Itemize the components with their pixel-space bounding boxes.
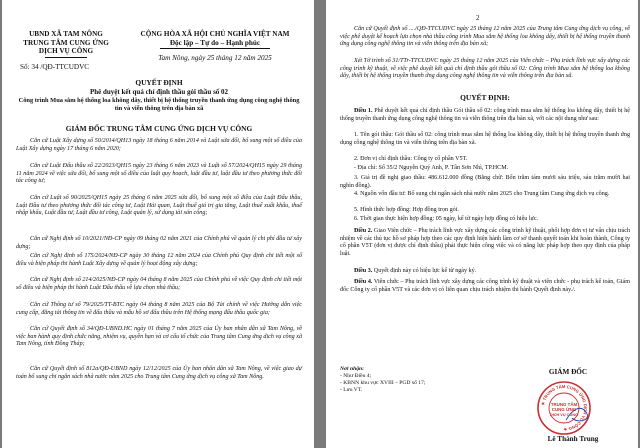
svg-text:DỊCH VỤ CÔNG: DỊCH VỤ CÔNG <box>549 413 579 417</box>
article-2-text: Giao Viên chức – Phụ trách lĩnh vực xây dựng các công trình kỹ thuật, phối hợp đơn vị tư vấn chịu trách nhiệm về các thủ tục hồ sơ pháp hợp theo các quy định hiện hành làm cơ sở thanh quyết toán khi hoàn thành, Công ty cổ phần V5T (đơn vị được chỉ định thầu) phải thực hiện công việc và có năng lực pháp hợp theo quy định của pháp luật. <box>340 228 631 257</box>
issue-date: Tam Nông, ngày 25 tháng 12 năm 2025 <box>158 54 272 62</box>
legal-basis-9: Căn cứ Quyết định số 812a/QĐ-UBND ngày 12/12/2025 của Ủy ban nhân dân xã Tam Nông, về việc giao dự toán bổ sung chi ngân sách nhà nước năm 2025 cho Trung tâm Cung ứng dịch vụ công xã Tam Nông. <box>16 366 302 380</box>
legal-basis-8: Căn cứ Quyết định số 34/QĐ-UBND.HC ngày 01 tháng 7 năm 2025 của Ủy ban nhân dân xã Tam Nông, về việc ban hành quy định chức năng, nhiệm vụ, quyền hạn và cơ cấu tổ chức của Trung tâm Cung ứng dịch vụ công xã Tam Nông, tỉnh Đồng Tháp; <box>16 326 302 347</box>
item-2-contractor: 2. Đơn vị chỉ định thầu: Công ty cổ phần V5T. <box>354 156 468 162</box>
legal-basis-7: Căn cứ Thông tư số 79/2025/TT-BTC ngày 04 tháng 8 năm 2025 của Bộ Tài chính về việc Hướng dẫn việc cung cấp, đăng tải thông tin về đấu thầu và mẫu hồ sơ đấu thầu trên Hệ thống mạng đấu thầu quốc gia; <box>16 302 302 316</box>
national-heading <box>122 30 308 63</box>
item-6-duration: 6. Thời gian thực hiện hợp đồng: 05 ngày, kể từ ngày hợp đồng có hiệu lực. <box>354 216 539 222</box>
signer-name: Lê Thành Trung <box>547 435 599 443</box>
item-5-contract-type: 5. Hình thức hợp đồng: Hợp đồng trọn gói. <box>354 207 459 213</box>
article-3-label: Điều 3. <box>354 268 373 274</box>
decides-heading: QUYẾT ĐỊNH: <box>460 93 510 102</box>
item-4-funding-source: 4. Nguồn vốn đầu tư: Bổ sung chi ngân sách nhà nước năm 2025 cho Trung tâm Cung ứng dịch vụ công. <box>354 191 610 197</box>
item-1-package-name: 1. Tên gói thầu: Gói thầu số 02: công trình mua sắm hệ thống loa không dây, thiết bị hệ thống truyền thanh ứng dụng công nghệ thông tin và viễn thông trên địa bàn xã. <box>340 132 630 146</box>
issuer-heading: GIÁM ĐỐC TRUNG TÂM CUNG ỨNG DỊCH VỤ CÔNG <box>65 124 253 133</box>
recipients-heading: Nơi nhận: <box>340 366 364 372</box>
article-4 <box>340 279 630 294</box>
svg-text:TRUNG TÂM: TRUNG TÂM <box>550 402 578 407</box>
decision-subject-line2: Công trình Mua sắm hệ thống loa không dây, thiết bị hệ thống truyền thanh ứng dụng công nghệ thông tin và viễn thông trên địa bàn xã <box>18 97 300 112</box>
agency-parent: UBND XÃ TAM NÔNG <box>29 30 103 38</box>
article-1-label: Điều 1. <box>354 108 373 114</box>
article-2-label: Điều 2. <box>354 228 373 234</box>
national-motto: Độc lập – Tự do – Hạnh phúc <box>169 38 261 47</box>
recipient-item: - KBNN khu vực XVIII – PGD số 17; <box>340 380 426 386</box>
item-3-contract-value: 3. Giá trị đề nghị giao thầu: 486.612.000 đồng (Bằng chữ: Bốn trăm tám mươi sáu triệu, sáu trăm mười hai nghìn đồng). <box>340 175 630 189</box>
legal-basis-4: Căn cứ Nghị định số 10/2021/NĐ-CP ngày 09 tháng 02 năm 2021 của Chính phủ về quản lý chi phí đầu tư xây dựng; <box>16 236 302 250</box>
legal-basis-5: Căn cứ Nghị định số 175/2024/NĐ-CP ngày 30 tháng 12 năm 2024 của Chính phủ Quy định chi tiết một số điều và biện pháp thi hành Luật Xây dựng về quản lý hoạt động xây dựng; <box>16 253 302 267</box>
article-1 <box>340 108 630 123</box>
legal-basis-10: Căn cứ Quyết định số ..../QĐ-TTCUDVC ngày 25 tháng 12 năm 2025 của Trung tâm Cung ứng dịch vụ công, về việc phê duyệt kế hoạch lựa chọn nhà thầu công trình Mua sắm hệ thống loa không dây, thiết bị hệ thống truyền thanh ứng dụng công nghệ thông tin và viễn thông trên địa bàn xã; <box>340 26 630 48</box>
svg-text:★ TRUNG TÂM CUNG ỨNG DỊCH VỤ C: ★ TRUNG TÂM CUNG ỨNG DỊCH VỤ CÔNG ★ <box>540 383 589 433</box>
svg-text:CUNG ỨNG: CUNG ỨNG <box>551 407 577 412</box>
agency-underline <box>45 57 87 58</box>
decision-heading: QUYẾT ĐỊNH <box>135 78 183 87</box>
nation-name: CỘNG HÒA XÃ HỘI CHỦ NGHĨA VIỆT NAM <box>140 30 290 38</box>
article-1-text: Phê duyệt kết quả chỉ định thầu Gói thầu số 02: công trình mua sắm hệ thống loa không dây, thiết bị hệ thống truyền thanh ứng dụng công nghệ thông tin và viễn thông trên địa bàn xã, với các nội dung như sau: <box>340 108 631 122</box>
legal-basis-6: Căn cứ Nghị định số 214/2025/NĐ-CP ngày 04 tháng 8 năm 2025 của Chính phủ về việc Quy định chi tiết một số điều và biện pháp thi hành Luật Đấu thầu về lựa chọn nhà thầu; <box>16 277 302 291</box>
recipient-item: - Như Điều 4; <box>340 373 372 379</box>
article-4-text: Viên chức – Phụ trách lĩnh vực xây dựng các công trình kỹ thuật và viên chức - phụ trách kế toán, Giám đốc Công ty cổ phần V5T và các đơn vị có liên quan chịu trách nhiệm thi hành Quyết định này./. <box>340 279 631 293</box>
page-number: 2 <box>476 14 480 22</box>
document-number: Số: 34 /QĐ-TTCUDVC <box>20 62 90 71</box>
recipient-item: - Lưu VT. <box>340 387 363 393</box>
agency-name-line1: TRUNG TÂM CUNG ỨNG <box>23 38 109 47</box>
article-4-label: Điều 4. <box>354 279 373 285</box>
agency-name-line2: DỊCH VỤ CÔNG <box>38 47 94 55</box>
article-2 <box>340 228 630 258</box>
recipients-block <box>340 366 460 394</box>
contractor-address: - Địa chỉ: Số 35/2 Nguyễn Quý Anh, P. Tân Sơn Nhì, TP.HCM. <box>354 165 509 171</box>
legal-basis-1: Căn cứ Luật Xây dựng số 50/2014/QH13 ngày 18 tháng 6 năm 2014 và Luật sửa đổi, bổ sung một số điều của Luật Xây dựng ngày 17 tháng 6 năm 2020; <box>16 138 302 152</box>
document-page-2 <box>326 0 638 448</box>
official-seal-icon <box>536 380 592 436</box>
document-page-1 <box>2 0 314 448</box>
motto-underline <box>160 48 270 49</box>
issuing-agency-block <box>20 30 112 71</box>
decision-subject-line1: Phê duyệt kết quả chỉ định thầu gói thầu số 02 <box>89 88 229 96</box>
legal-basis-3: Căn cứ Luật số 90/2025/QH15 ngày 25 tháng 6 năm 2025 sửa đổi, bổ sung một số điều của Luật Đấu thầu, Luật Đầu tư theo phương thức đối tác công tư, Luật Hải quan, Luật thuế giá trị gia tăng, Luật thuế xuất khẩu, thuế nhập khẩu, Luật đầu tư, Luật đầu tư công, Luật quản lý, sử dụng tài sản công; <box>16 195 302 216</box>
article-3-text: Quyết định này có hiệu lực kể từ ngày ký. <box>372 268 477 274</box>
legal-basis-2: Căn cứ Luật Đấu thầu số 22/2023/QH15 ngày 23 tháng 6 năm 2023 và Luật số 57/2024/QH15 ngày 29 tháng 11 năm 2024 về việc sửa đổi, bổ sung một số điều của luật quy hoạch, luật đầu tư, luật đầu tư theo phương thức đối tác công tư; <box>16 163 302 184</box>
article-3 <box>340 268 630 276</box>
consideration-text: Xét Tờ trình số 31/TTr-TTCUDVC ngày 25 tháng 12 năm 2025 của Viên chức – Phụ trách lĩnh vực xây dựng các công trình kỹ thuật, về việc phê duyệt kết quả chỉ định thầu gói thầu số 02: Công trình Mua sắm hệ thống loa không dây, thiết bị hệ thống truyền thanh ứng dụng công nghệ thông tin và viễn thông trên địa bàn xã. <box>340 58 630 80</box>
signer-title: GIÁM ĐỐC <box>548 368 588 376</box>
